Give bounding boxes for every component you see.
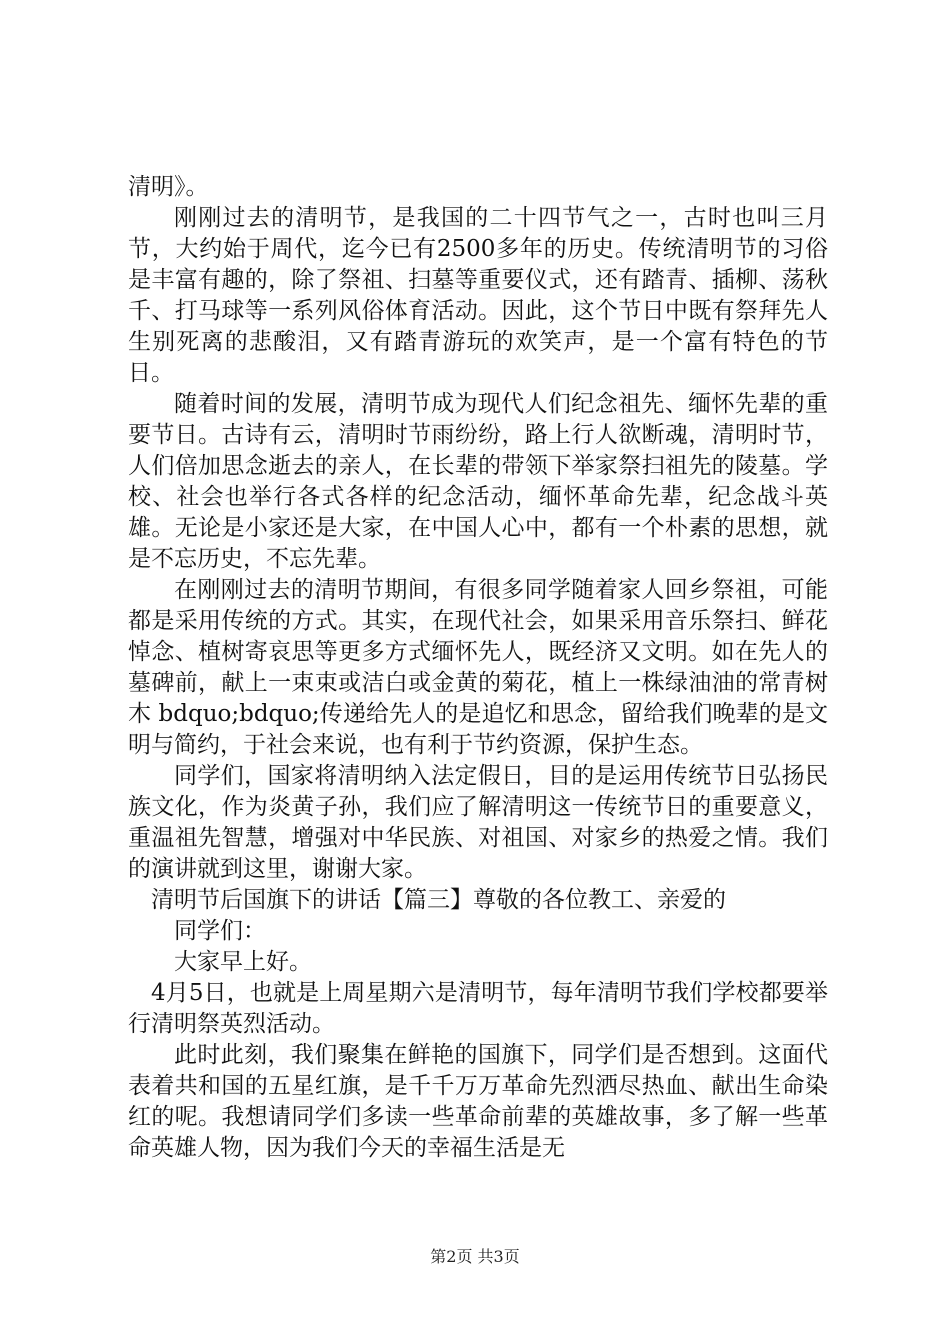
greeting-good-morning: 大家早上好。: [174, 949, 312, 975]
page-number-footer: 第2页 共3页: [430, 1247, 520, 1266]
paragraph-continuation: 清明》。: [128, 174, 209, 200]
paragraph-national-holiday: 同学们，国家将清明纳入法定假日，目的是运用传统节日弘扬民族文化，作为炎黄子孙，我们应了解清明这一传统节日的重要意义，重温祖先智慧，增强对中华民族、对祖国、对家乡的热爱之情。我们的演讲就到这里，谢谢大家。: [128, 763, 828, 882]
document-body: [128, 172, 828, 1164]
section-heading-part-three: 清明节后国旗下的讲话【篇三】尊敬的各位教工、亲爱的: [151, 887, 726, 913]
salutation-students: 同学们：: [174, 918, 266, 944]
paragraph-modern-remembrance: 随着时间的发展，清明节成为现代人们纪念祖先、缅怀先辈的重要节日。古诗有云，清明时节雨纷纷，路上行人欲断魂，清明时节，人们倍加思念逝去的亲人，在长辈的带领下举家祭扫祖先的陵墓。学校、社会也举行各式各样的纪念活动，缅怀革命先辈，纪念战斗英雄。无论是小家还是大家，在中国人心中，都有一个朴素的思想，就是不忘历史，不忘先辈。: [128, 391, 828, 572]
paragraph-civilized-worship: 在刚刚过去的清明节期间，有很多同学随着家人回乡祭祖，可能都是采用传统的方式。其实，在现代社会，如果采用音乐祭扫、鲜花悼念、植树寄哀思等更多方式缅怀先人，既经济又文明。如在先人的墓碑前，献上一束束或洁白或金黄的菊花，植上一株绿油油的常青树木 bdquo;bdquo;传递给先人的是追忆和思念，留给我们晚辈的是文明与简约，于社会来说，也有利于节约资源，保护生态。: [128, 577, 828, 758]
paragraph-april-fifth: 4月5日，也就是上周星期六是清明节，每年清明节我们学校都要举行清明祭英烈活动。: [128, 980, 828, 1037]
paragraph-qingming-history: 刚刚过去的清明节，是我国的二十四节气之一，古时也叫三月节，大约始于周代，迄今已有2500多年的历史。传统清明节的习俗是丰富有趣的，除了祭祖、扫墓等重要仪式，还有踏青、插柳、荡秋千、打马球等一系列风俗体育活动。因此，这个节日中既有祭拜先人生别死离的悲酸泪，又有踏青游玩的欢笑声，是一个富有特色的节日。: [128, 205, 828, 386]
paragraph-national-flag: 此时此刻，我们聚集在鲜艳的国旗下，同学们是否想到。这面代表着共和国的五星红旗，是千千万万革命先烈洒尽热血、献出生命染红的呢。我想请同学们多读一些革命前辈的英雄故事，多了解一些革命英雄人物，因为我们今天的幸福生活是无: [128, 1042, 828, 1161]
